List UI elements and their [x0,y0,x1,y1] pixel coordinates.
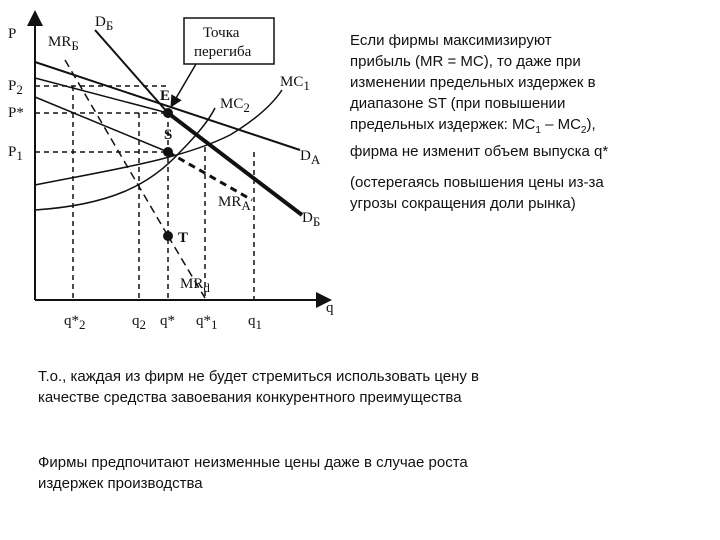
note-line-6: фирма не изменит объем выпуска q* [350,143,609,160]
callout-arrow [172,64,196,105]
note-line-1: Если фирмы максимизируют [350,32,552,49]
qty-label-q2: q2 [132,313,146,332]
qty-label-q1: q1 [248,313,262,332]
demand-db-curve-upper [95,30,171,113]
price-label-pstar: P* [8,105,24,121]
note-line-2: прибыль (MR = MC), то даже при [350,53,581,70]
y-axis-label: P [8,26,17,42]
conclusion-text: Т.о., каждая из фирм не будет стремиться использовать цену в качестве средства завоевания конкурентного преимущества [38,368,480,406]
point-t [163,231,173,241]
point-s [163,147,173,157]
curve-label-mr-d: MRd [180,276,210,295]
conclusion-note [38,366,678,408]
qty-label-qstar: q* [160,313,175,329]
curve-label-mc2: MC2 [220,96,250,115]
curve-label-d-b-top: DБ [95,14,114,33]
curve-label-d-b-bottom: DБ [302,210,321,229]
inflection-callout-line2: перегиба [194,44,252,60]
note-line-4: диапазоне ST (при повышении [350,95,566,112]
curve-label-mc1: MC1 [280,74,310,93]
price-risk-note [350,172,700,214]
profit-maximization-note [350,30,700,162]
price-label-p1: P1 [8,144,23,163]
mr-a-curve [168,152,252,200]
qty-label-q1star: q*1 [196,313,218,332]
inflection-callout-line1: Точка [203,25,240,41]
x-axis-label: q [326,300,334,316]
curve-label-mr-b: MRБ [48,34,79,53]
mr-lower-line [35,97,168,152]
curve-label-d-a: DA [300,148,321,167]
note-line-3: изменении предельных издержек в [350,74,596,91]
note-line-5: предельных издержек: $MC_1 - MC_2$), [350,116,596,136]
price-risk-text: (остерегаясь повышения цены из-за угрозы сокращения доли рынка) [350,174,604,212]
point-e [163,108,173,118]
stable-prices-note [38,452,678,494]
stable-prices-text: Фирмы предпочитают неизменные цены даже в случае роста издержек производства [38,454,468,492]
point-s-label: S [164,127,173,143]
qty-label-q2star: q*2 [64,313,86,332]
point-e-label: E [160,88,171,104]
curve-label-mr-a: MRA [218,194,251,213]
point-t-label: T [178,230,189,246]
oligopoly-kinked-demand-diagram [0,0,340,340]
mc2-curve [35,108,215,210]
price-label-p2: P2 [8,78,23,97]
